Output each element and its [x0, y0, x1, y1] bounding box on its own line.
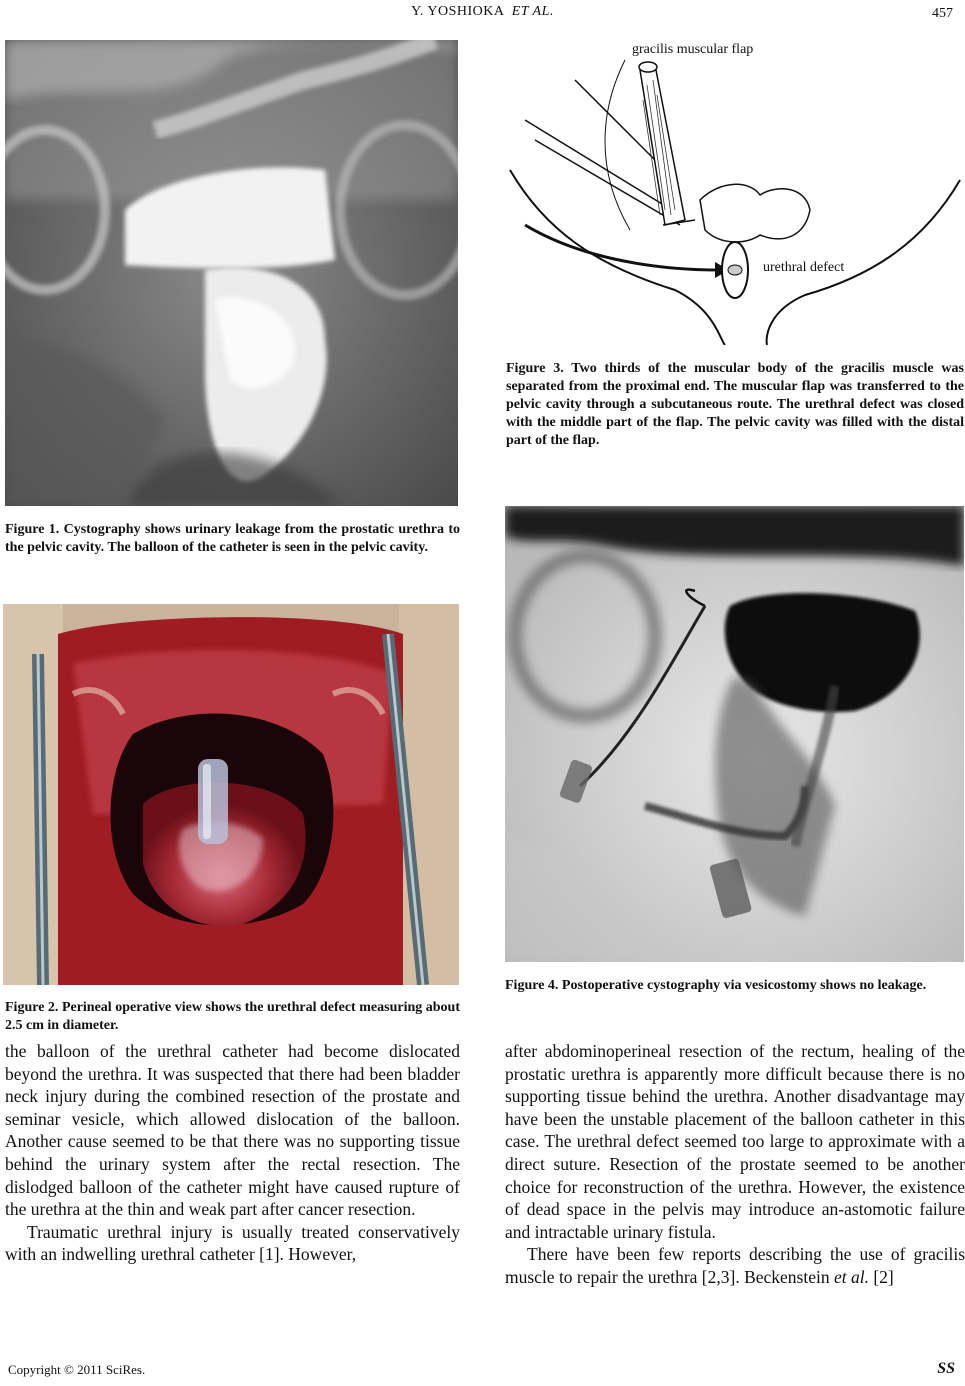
gracilis-flap-diagram — [505, 40, 965, 345]
perineal-operative-photo — [3, 604, 459, 985]
figure2-image — [3, 604, 459, 985]
figure1-image — [5, 40, 458, 506]
figure3-label-flap: gracilis muscular flap — [632, 42, 754, 57]
right-paragraph-2 — [505, 1243, 965, 1288]
figure4-image — [505, 506, 964, 962]
left-column-text — [5, 1040, 460, 1266]
cystography-xray — [5, 40, 458, 506]
right-p2-etal: et al. — [833, 1266, 869, 1287]
header-et-al: ET AL. — [511, 4, 554, 19]
postoperative-cystography — [505, 506, 964, 962]
right-paragraph-1: after abdominoperineal resection of the rectum, healing of the prostatic urethra is apparently more difficult because there is no supporting tissue behind the urethra. Another disadvantage may have been the unstable placement of the balloon catheter in this case. The urethral defect seemed too large to approximate with a direct suture. Resection of the prostate seemed to be another choice for reconstruction of the urethra. However, the existence of dead space in the pelvis may introduce an-astomotic failure and intractable urinary fistula. — [505, 1041, 965, 1242]
footer-copyright: Copyright © 2011 SciRes. — [8, 1362, 146, 1377]
left-paragraph-1: the balloon of the urethral catheter had become dislocated beyond the urethra. It was suspected that there had been bladder neck injury during the combined resection of the prostate and seminar vesicle, which allowed dislocation of the balloon. Another cause seemed to be that there was no supporting tissue behind the urinary system after the rectal resection. The dislodged balloon of the catheter might have caused rupture of the urethra at the thin and weak part after cancer resection. — [5, 1041, 460, 1220]
figure3-label-defect: urethral defect — [763, 260, 845, 275]
right-p2-end: [2] — [868, 1266, 894, 1287]
right-p2-start: There have been few reports describing the use of gracilis muscle to repair the urethra [2,3]. Beckenstein — [505, 1244, 965, 1287]
left-paragraph-2: Traumatic urethral injury is usually treated conservatively with an indwelling urethral catheter [1]. However, — [5, 1221, 460, 1265]
footer-journal: SS — [937, 1360, 955, 1377]
figure3-caption: Figure 3. Two thirds of the muscular body of the gracilis muscle was separated from the proximal end. The muscular flap was transferred to the pelvic cavity through a subcutaneous route. The urethral defect was closed with the middle part of the flap. The pelvic cavity was filled with the distal part of the flap. — [506, 361, 964, 448]
figure2-caption: Figure 2. Perineal operative view shows the urethral defect measuring about 2.5 cm in diameter. — [5, 1000, 460, 1033]
figure4-caption: Figure 4. Postoperative cystography via vesicostomy shows no leakage. — [505, 978, 927, 993]
page-number: 457 — [932, 6, 953, 21]
header-author: Y. YOSHIOKA — [411, 4, 504, 19]
running-header — [0, 4, 965, 20]
figure1-caption: Figure 1. Cystography shows urinary leakage from the prostatic urethra to the pelvic cavity. The balloon of the catheter is seen in the pelvic cavity. — [5, 522, 460, 555]
right-column-text — [505, 1040, 965, 1289]
figure3-diagram — [505, 40, 965, 345]
